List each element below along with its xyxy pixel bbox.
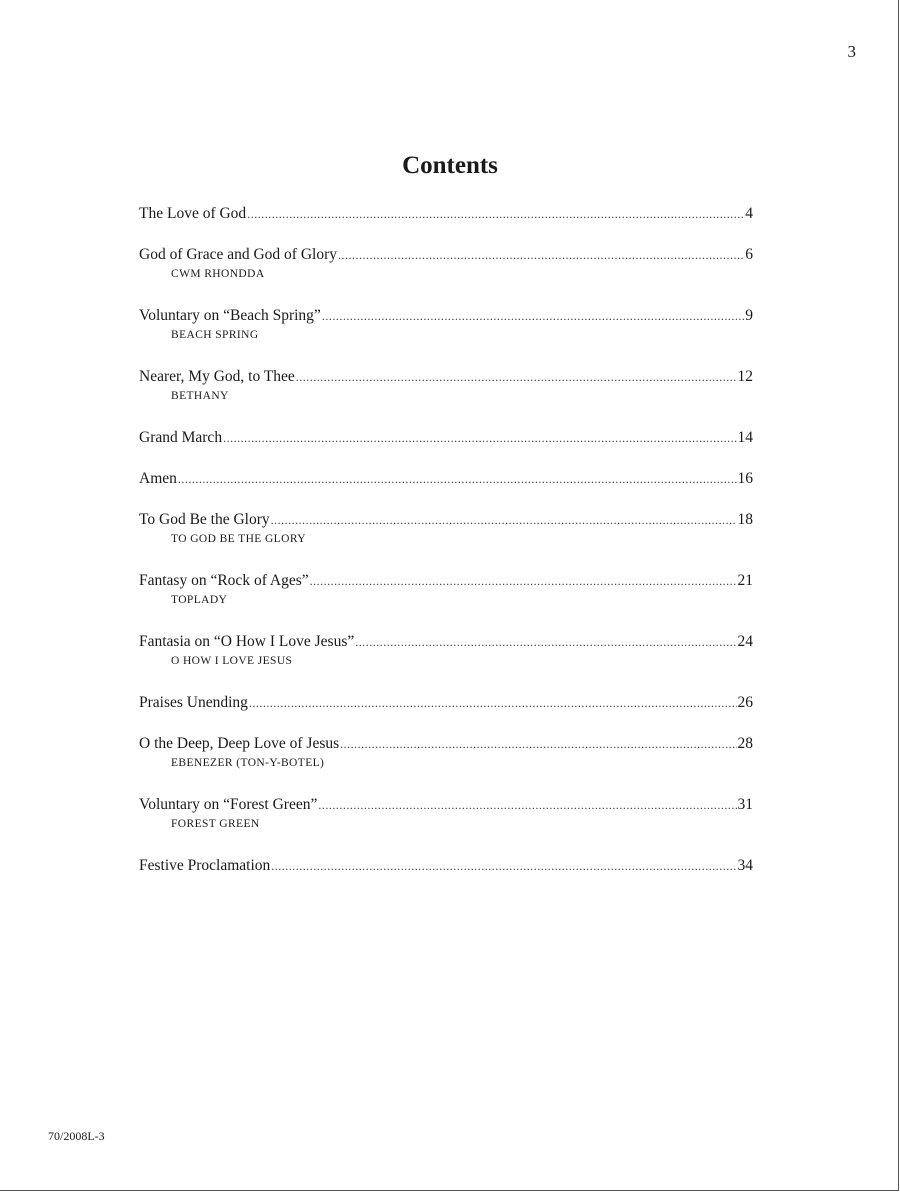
toc-entry-title: God of Grace and God of Glory: [139, 246, 337, 263]
toc-entry-tune: FOREST GREEN: [171, 818, 260, 830]
toc-entry-page: 21: [737, 572, 753, 589]
toc-line: [139, 508, 753, 532]
toc-line: [139, 569, 753, 593]
toc-entry-title: O the Deep, Deep Love of Jesus: [139, 735, 340, 752]
toc-entry-page: 6: [745, 246, 753, 263]
dot-leader: [322, 304, 744, 328]
toc-entry-tune: BEACH SPRING: [171, 329, 259, 341]
toc-entry: [139, 508, 753, 569]
toc-entry: [139, 854, 753, 895]
toc-line: [139, 304, 753, 328]
toc-line: [139, 630, 753, 654]
toc-entry: [139, 793, 753, 854]
table-of-contents: [139, 202, 753, 895]
toc-entry-title: Praises Unending: [139, 694, 248, 711]
toc-entry-title: Festive Proclamation: [139, 857, 271, 874]
toc-entry-page: 16: [737, 470, 753, 487]
page-title: Contents: [402, 152, 498, 179]
toc-entry-page: 9: [745, 307, 753, 324]
dot-leader: [296, 365, 737, 389]
dot-leader: [271, 508, 737, 532]
toc-entry: [139, 243, 753, 304]
toc-entry-tune: EBENEZER (TON-Y-BOTEL): [171, 757, 325, 769]
toc-entry-page: 18: [737, 511, 753, 528]
toc-line: [139, 854, 753, 878]
toc-line: [139, 202, 753, 226]
toc-entry-page: 28: [737, 735, 753, 752]
toc-entry: [139, 304, 753, 365]
toc-entry-tune: TOPLADY: [171, 594, 228, 606]
toc-entry-title: Voluntary on “Forest Green”: [139, 796, 318, 813]
toc-entry-title: The Love of God: [139, 205, 247, 222]
dot-leader: [310, 569, 737, 593]
toc-entry-page: 26: [737, 694, 753, 711]
toc-line: [139, 426, 753, 450]
toc-entry-page: 24: [737, 633, 753, 650]
toc-entry-title: Fantasia on “O How I Love Jesus”: [139, 633, 355, 650]
toc-line: [139, 365, 753, 389]
toc-entry-page: 31: [737, 796, 753, 813]
dot-leader: [249, 691, 737, 715]
toc-entry: [139, 426, 753, 467]
toc-entry: [139, 569, 753, 630]
dot-leader: [355, 630, 736, 654]
dot-leader: [271, 854, 736, 878]
toc-line: [139, 732, 753, 756]
footer-code: 70/2008L-3: [48, 1129, 105, 1143]
toc-entry-page: 34: [737, 857, 753, 874]
toc-line: [139, 793, 753, 817]
dot-leader: [338, 243, 744, 267]
toc-entry-tune: TO GOD BE THE GLORY: [171, 533, 306, 545]
toc-entry: [139, 467, 753, 508]
toc-line: [139, 243, 753, 267]
toc-entry-tune: CWM RHONDDA: [171, 268, 265, 280]
toc-entry-page: 12: [737, 368, 753, 385]
toc-entry: [139, 691, 753, 732]
page-number: 3: [847, 42, 856, 61]
dot-leader: [318, 793, 736, 817]
toc-entry-tune: BETHANY: [171, 390, 229, 402]
toc-line: [139, 691, 753, 715]
dot-leader: [340, 732, 736, 756]
toc-entry-page: 14: [737, 429, 753, 446]
toc-entry-title: Grand March: [139, 429, 223, 446]
toc-entry: [139, 732, 753, 793]
dot-leader: [178, 467, 737, 491]
toc-entry: [139, 202, 753, 243]
toc-entry-title: Fantasy on “Rock of Ages”: [139, 572, 309, 589]
dot-leader: [223, 426, 736, 450]
dot-leader: [247, 202, 744, 226]
toc-entry-title: Nearer, My God, to Thee: [139, 368, 295, 385]
toc-entry-title: Amen: [139, 470, 177, 487]
toc-line: [139, 467, 753, 491]
toc-entry-tune: O HOW I LOVE JESUS: [171, 655, 293, 667]
toc-entry-page: 4: [745, 205, 753, 222]
toc-entry: [139, 365, 753, 426]
toc-entry-title: To God Be the Glory: [139, 511, 270, 528]
toc-entry: [139, 630, 753, 691]
toc-entry-title: Voluntary on “Beach Spring”: [139, 307, 321, 324]
